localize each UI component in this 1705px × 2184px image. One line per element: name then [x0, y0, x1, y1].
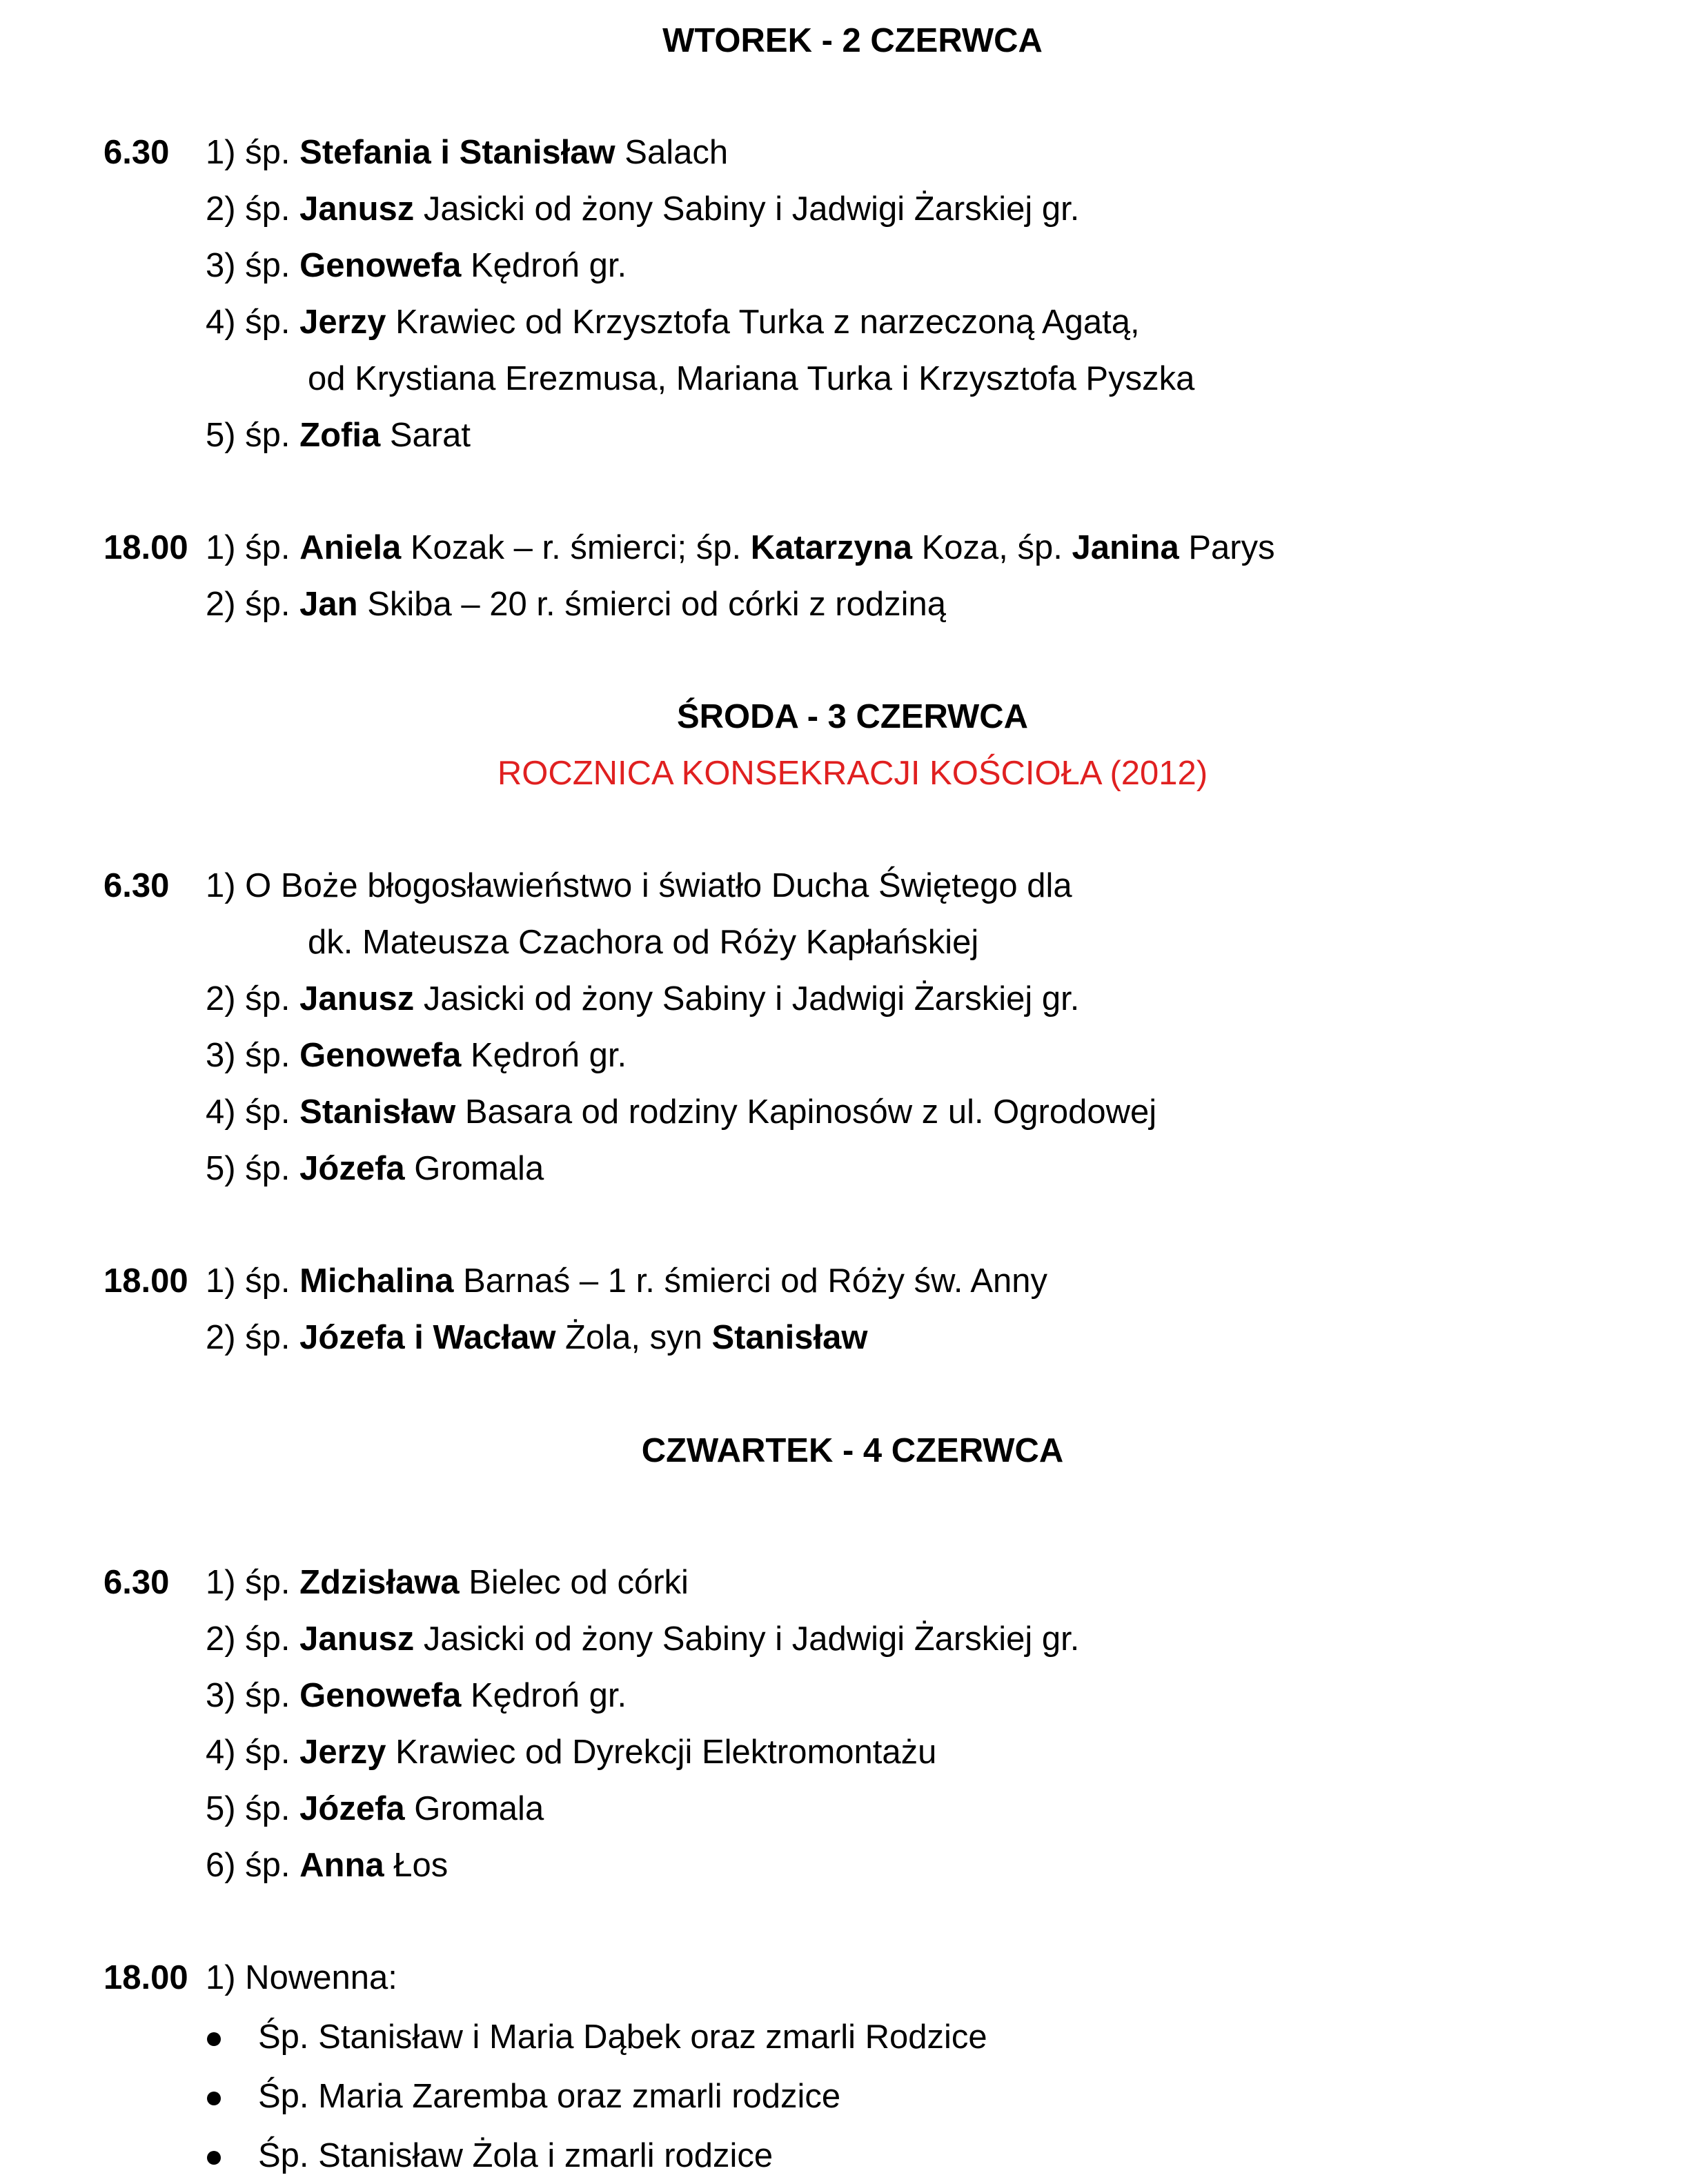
mass-time: 18.00 — [104, 1959, 188, 1996]
intention-item: 3) śp. Genowefa Kędroń gr. — [206, 1037, 627, 1074]
intention-item: 1) O Boże błogosławieństwo i światło Ducha Świętego dla — [206, 867, 1072, 904]
bullet-icon — [207, 2092, 221, 2105]
intention-item: 1) śp. Stefania i Stanisław Salach — [206, 134, 729, 171]
intention-item: 1) śp. Michalina Barnaś – 1 r. śmierci od Róży św. Anny — [206, 1262, 1048, 1300]
intention-item: 5) śp. Józefa Gromala — [206, 1790, 544, 1827]
list-item: Śp. Stanisław Żola i zmarli rodzice — [206, 2127, 773, 2184]
mass-time: 18.00 — [104, 1262, 188, 1300]
day-heading-thursday: CZWARTEK - 4 CZERWCA — [641, 1432, 1064, 1469]
day-heading-tuesday: WTOREK - 2 CZERWCA — [662, 22, 1043, 59]
mass-time: 6.30 — [104, 134, 170, 171]
intention-item: 2) śp. Janusz Jasicki od żony Sabiny i Jadwigi Żarskiej gr. — [206, 190, 1080, 228]
intention-item: 1) śp. Aniela Kozak – r. śmierci; śp. Katarzyna Koza, śp. Janina Parys — [206, 529, 1275, 566]
anniversary-subheading: ROCZNICA KONSEKRACJI KOŚCIOŁA (2012) — [497, 755, 1208, 792]
list-item: Śp. Stanisław i Maria Dąbek oraz zmarli Rodzice — [206, 2009, 987, 2065]
mass-time: 6.30 — [104, 867, 170, 904]
intention-item: 5) śp. Józefa Gromala — [206, 1150, 544, 1187]
bullet-icon — [207, 2032, 221, 2046]
novena-label: 1) Nowenna: — [206, 1959, 397, 1996]
intention-item: 2) śp. Jan Skiba – 20 r. śmierci od córki z rodziną — [206, 586, 947, 623]
intention-item: 4) śp. Jerzy Krawiec od Krzysztofa Turka z narzeczoną Agatą, — [206, 304, 1140, 341]
intention-continuation: dk. Mateusza Czachora od Róży Kapłańskiej — [308, 924, 979, 961]
intention-item: 3) śp. Genowefa Kędroń gr. — [206, 1677, 627, 1714]
intention-item: 4) śp. Stanisław Basara od rodziny Kapinosów z ul. Ogrodowej — [206, 1093, 1157, 1131]
intention-item: 2) śp. Janusz Jasicki od żony Sabiny i Jadwigi Żarskiej gr. — [206, 1620, 1080, 1658]
intention-item: 2) śp. Józefa i Wacław Żola, syn Stanisław — [206, 1319, 868, 1356]
list-item: Śp. Maria Zaremba oraz zmarli rodzice — [206, 2068, 840, 2125]
intention-item: 5) śp. Zofia Sarat — [206, 417, 471, 454]
intention-item: 4) śp. Jerzy Krawiec od Dyrekcji Elektromontażu — [206, 1734, 937, 1771]
mass-time: 18.00 — [104, 529, 188, 566]
day-heading-wednesday: ŚRODA - 3 CZERWCA — [676, 698, 1029, 735]
intention-item: 3) śp. Genowefa Kędroń gr. — [206, 247, 627, 284]
intention-item: 2) śp. Janusz Jasicki od żony Sabiny i Jadwigi Żarskiej gr. — [206, 980, 1080, 1017]
intention-item: 1) śp. Zdzisława Bielec od córki — [206, 1564, 689, 1601]
intention-continuation: od Krystiana Erezmusa, Mariana Turka i Krzysztofa Pyszka — [308, 360, 1195, 397]
mass-time: 6.30 — [104, 1564, 170, 1601]
bullet-icon — [207, 2151, 221, 2165]
intention-item: 6) śp. Anna Łos — [206, 1847, 449, 1884]
